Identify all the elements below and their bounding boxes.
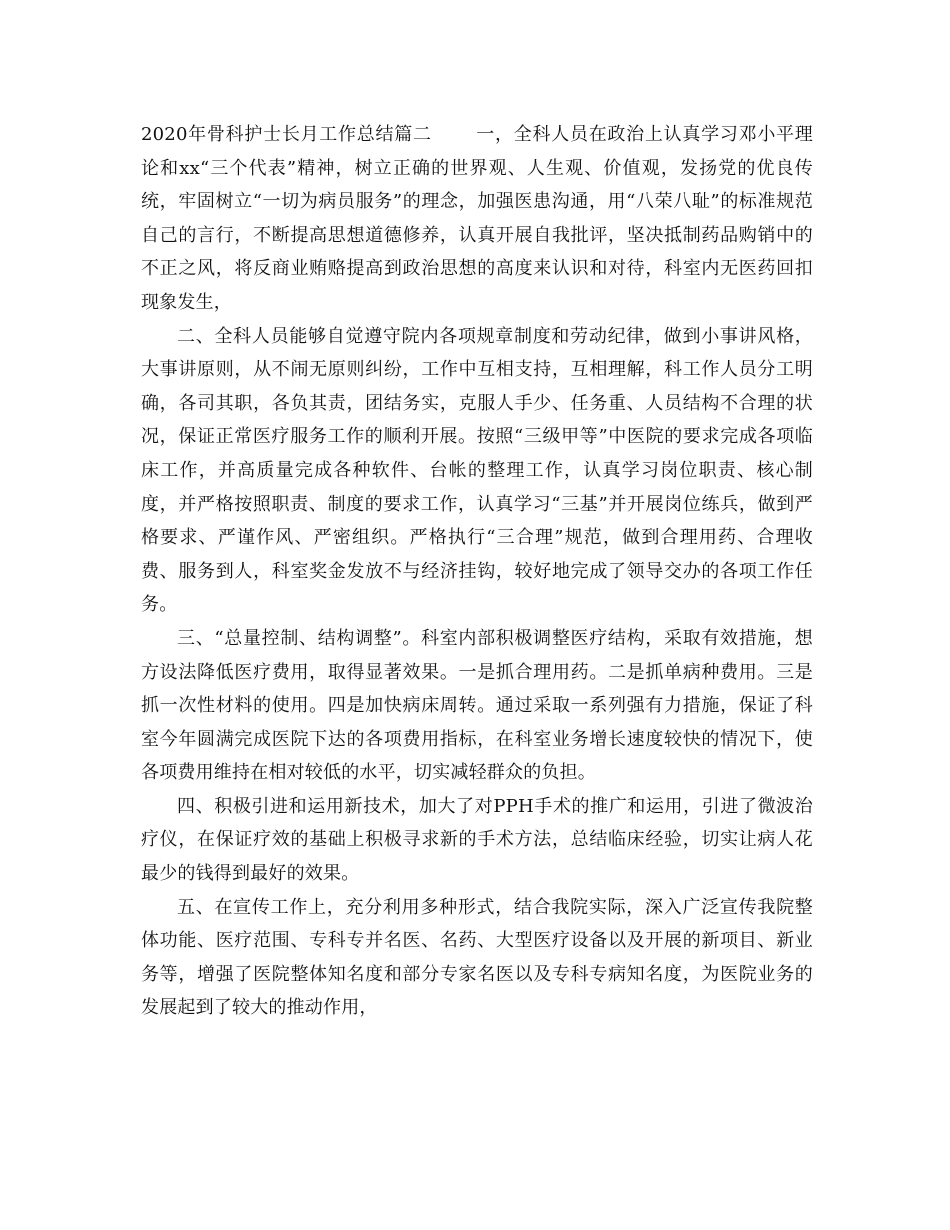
document-body <box>141 118 813 1025</box>
paragraph-1-text: 一，全科人员在政治上认真学习邓小平理论和xx“三个代表”精神，树立正确的世界观、人生观、价值观，发扬党的优良传统，牢固树立“一切为病员服务”的理念，加强医患沟通，用“八荣八耻”的标准规范自己的言行，不断提高思想道德修养，认真开展自我批评，坚决抵制药品购销中的不正之风，将反商业贿赂提高到政治思想的高度来认识和对待，科室内无医药回扣现象发生， <box>141 124 813 313</box>
paragraph-4: 四、积极引进和运用新技术，加大了对PPH手术的推广和运用，引进了微波治疗仪，在保证疗效的基础上积极寻求新的手术方法，总结临床经验，切实让病人花最少的钱得到最好的效果。 <box>141 795 813 885</box>
intro-paragraph <box>141 118 813 320</box>
document-title: 2020年骨科护士长月工作总结篇二 <box>141 124 432 145</box>
paragraph-3: 三、“总量控制、结构调整”。科室内部积极调整医疗结构，采取有效措施，想方设法降低医疗费用，取得显著效果。一是抓合理用药。二是抓单病种费用。三是抓一次性材料的使用。四是加快病床周转。通过采取一系列强有力措施，保证了科室今年圆满完成医院下达的各项费用指标，在科室业务增长速度较快的情况下，使各项费用维持在相对较低的水平，切实减轻群众的负担。 <box>141 627 813 784</box>
paragraph-2: 二、全科人员能够自觉遵守院内各项规章制度和劳动纪律，做到小事讲风格，大事讲原则，从不闹无原则纠纷，工作中互相支持，互相理解，科工作人员分工明确，各司其职，各负其责，团结务实，克服人手少、任务重、人员结构不合理的状况，保证正常医疗服务工作的顺利开展。按照“三级甲等”中医院的要求完成各项临床工作，并高质量完成各种软件、台帐的整理工作，认真学习岗位职责、核心制度，并严格按照职责、制度的要求工作，认真学习“三基”并开展岗位练兵，做到严格要求、严谨作风、严密组织。严格执行“三合理”规范，做到合理用药、合理收费、服务到人，科室奖金发放不与经济挂钩，较好地完成了领导交办的各项工作任务。 <box>141 325 813 616</box>
paragraph-5: 五、在宣传工作上，充分利用多种形式，结合我院实际，深入广泛宣传我院整体功能、医疗范围、专科专并名医、名药、大型医疗设备以及开展的新项目、新业务等，增强了医院整体知名度和部分专家名医以及专科专病知名度，为医院业务的发展起到了较大的推动作用， <box>141 896 813 1019</box>
